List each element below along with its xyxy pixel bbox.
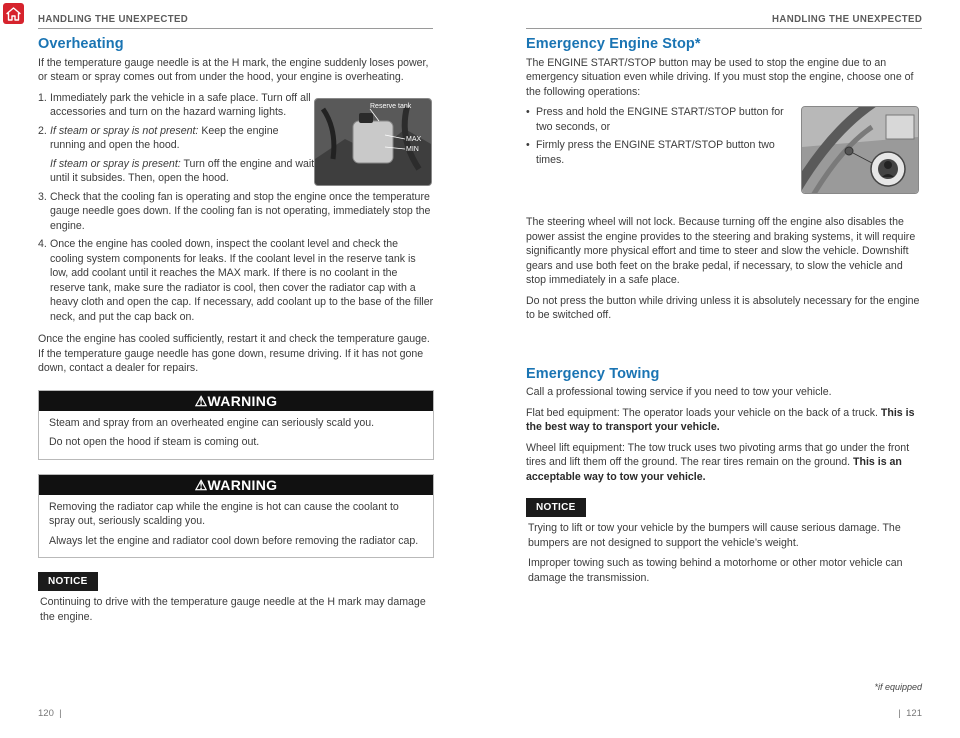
running-head: HANDLING THE UNEXPECTED <box>771 13 922 25</box>
page-number: | 121 <box>898 708 922 719</box>
section-heading: Emergency Engine Stop* <box>526 36 701 52</box>
section-heading: Emergency Towing <box>526 365 660 382</box>
step-item: 1. Immediately park the vehicle in a safe place. Turn off all accessories and turn on the hazard warning lights. <box>38 91 311 118</box>
warning-triangle-icon: ⚠ <box>194 476 208 493</box>
notice-text: Trying to lift or tow your vehicle by the bumpers will cause serious damage. The bumpers are not designed to support the vehicle’s weight. Improper towing such as towing behind a motorhome or other motor vehicle can damage the transmission. <box>528 522 903 584</box>
header-rule <box>38 28 433 29</box>
bullet-item: • Firmly press the ENGINE START/STOP button two times. <box>526 138 801 167</box>
stop-paragraph: Do not press the button while driving unless it is absolutely necessary for the engine to be switched off. <box>526 294 920 321</box>
tow-paragraph: Wheel lift equipment: The tow truck uses two pivoting arms that go under the front tires and lift them off the ground. The rear tires remain on the ground. This is an acceptable way to tow your vehicle. <box>526 441 910 483</box>
bullet-item: • Press and hold the ENGINE START/STOP button for two seconds, or <box>526 105 801 134</box>
step-item: 4. Once the engine has cooled down, inspect the coolant level and check the cooling system components for leaks. If the coolant level in the reserve tank is low, add coolant until it reaches the MAX mark. If there is no coolant in the reserve tank, make sure the radiator is cool, then cover the radiator cap with a heavy cloth and open the cap. If necessary, add coolant up to the base of the filler neck, and put the cap back on. <box>38 238 434 323</box>
warning-line: Removing the radiator cap while the engine is hot can cause the coolant to spray out, seriously scalding you. <box>49 500 399 527</box>
notice-block <box>38 572 434 624</box>
warning-triangle-icon: ⚠ <box>194 392 208 409</box>
notice-block <box>526 498 922 585</box>
warning-box-steam <box>38 390 434 460</box>
start-stop-button-image <box>801 106 919 194</box>
reserve-tank-label: Reserve tank <box>370 103 412 110</box>
step-item: 3. Check that the cooling fan is operating and stop the engine once the temperature gauge needle goes down. If the cooling fan is not operating, immediately stop the engine. <box>38 190 431 232</box>
section-heading: Overheating <box>38 36 124 52</box>
warning-line: Always let the engine and radiator cool down before removing the radiator cap. <box>49 534 419 547</box>
notice-badge: NOTICE <box>526 498 586 517</box>
stop-intro: The ENGINE START/STOP button may be used to stop the engine due to an emergency situation even while driving. If you must stop the engine, choose one of the following operations: <box>526 56 914 98</box>
notice-text: Continuing to drive with the temperature gauge needle at the H mark may damage the engine. <box>40 596 426 623</box>
warning-box-radiator <box>38 474 434 559</box>
min-label: MIN <box>406 146 419 153</box>
stop-paragraph: The steering wheel will not lock. Because turning off the engine also disables the power assist the engine provides to the steering and braking systems, it will require significantly more physical effort and time to steer and slow the vehicle. Downshift gears and use both feet on the brake pedal, if necessary, to slow the vehicle and stop immediately in a safe place. <box>526 216 916 286</box>
tow-paragraph: Call a professional towing service if you need to tow your vehicle. <box>526 386 832 398</box>
header-rule <box>526 28 922 29</box>
home-icon[interactable] <box>3 3 24 24</box>
warning-line: Do not open the hood if steam is coming out. <box>49 436 260 448</box>
warning-line: Steam and spray from an overheated engine can seriously scald you. <box>49 416 375 429</box>
reserve-tank-image <box>314 98 432 186</box>
intro-paragraph: If the temperature gauge needle is at the H mark, the engine suddenly loses power, or steam or spray comes out from under the hood, your engine is overheating. <box>38 56 429 83</box>
step-item: 2. If steam or spray is not present: Keep the engine running and open the hood. If steam or spray is present: Turn off the engine and wait until it subsides. Then, open the hood. <box>38 124 315 184</box>
after-paragraph: Once the engine has cooled sufficiently, restart it and check the temperature gauge. If the temperature gauge needle has gone down, resume driving. If it has not gone down, contact a dealer for repairs. <box>38 333 430 374</box>
warning-header: ⚠WARNING <box>39 475 433 495</box>
page-number: 120 | <box>38 708 62 719</box>
max-label: MAX <box>406 136 422 143</box>
warning-header: ⚠WARNING <box>39 391 433 411</box>
notice-badge: NOTICE <box>38 572 98 591</box>
running-head: HANDLING THE UNEXPECTED <box>38 13 189 25</box>
right-page <box>480 0 960 738</box>
footnote: *if equipped <box>874 682 922 692</box>
tow-paragraph: Flat bed equipment: The operator loads your vehicle on the back of a truck. This is the best way to transport your vehicle. <box>526 406 915 433</box>
